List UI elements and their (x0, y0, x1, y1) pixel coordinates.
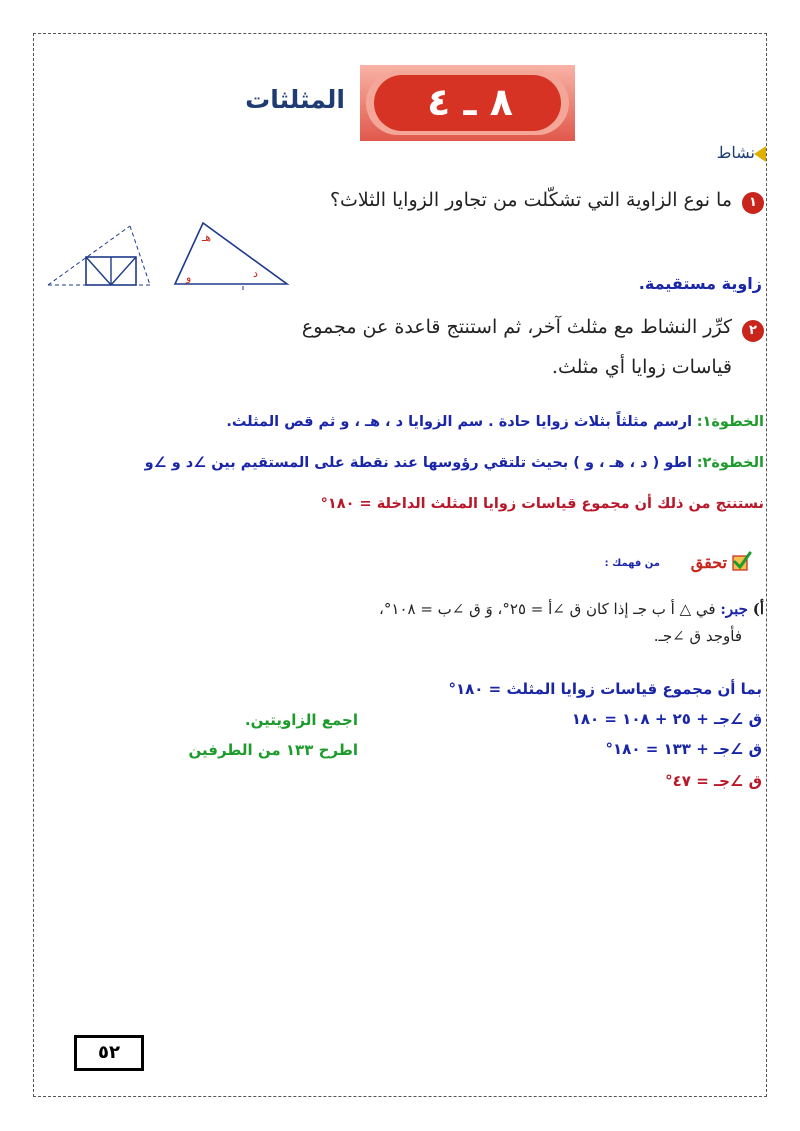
question-2-number: ٢ (742, 320, 764, 342)
question-2-line1: كرِّر النشاط مع مثلث آخر، ثم استنتج قاعدة عن مجموع (301, 316, 732, 338)
exercise-line2: فأوجد ق ∠جـ. (653, 627, 742, 645)
solution-line2: ق ∠جـ + ٢٥ + ١٠٨ = ١٨٠ (571, 710, 762, 728)
labeled-triangle (175, 223, 287, 290)
step-1-label: الخطوة١: (696, 414, 764, 430)
activity-arrow-icon (754, 146, 766, 162)
step-2-text: اطو ( د ، هـ ، و ) بحيث تلتقي رؤوسها عند نقطة على المستقيم بين ∠د و ∠و (144, 455, 693, 471)
question-1-number: ١ (742, 192, 764, 214)
exercise-keyword: جبر: (720, 600, 748, 618)
exercise-label: أ) (752, 600, 764, 618)
check-subtitle: من فهمك : (604, 558, 660, 569)
page-number: ٥٢ (74, 1035, 144, 1071)
step-1-text: ارسم مثلثاً بثلاث زوايا حادة . سم الزوايا د ، هـ ، و ثم قص المثلث. (226, 414, 693, 430)
question-1-answer: زاوية مستقيمة. (638, 274, 762, 293)
question-1-text: ما نوع الزاوية التي تشكّلت من تجاور الزوايا الثلاث؟ (329, 189, 732, 211)
question-2-line2: قياسات زوايا أي مثلث. (551, 356, 732, 378)
solution-line3: ق ∠جـ + ١٣٣ = ١٨٠° (605, 740, 762, 758)
check-title: تحقق (690, 553, 727, 572)
folded-triangle (48, 226, 150, 285)
solution-note-1: اجمع الزاويتين. (244, 711, 358, 729)
checkmark-icon (730, 550, 752, 572)
solution-result: ق ∠جـ = ٤٧° (665, 772, 762, 790)
exercise-text: في △ أ ب جـ إذا كان ق ∠أ = ٢٥°، وَ ق ∠ب = ١٠٨°، (379, 600, 716, 618)
solution-note-2: اطرح ١٣٣ من الطرفين (188, 741, 358, 759)
angle-label-w: و (186, 271, 192, 284)
step-2 (145, 455, 764, 471)
triangle-figure (45, 220, 295, 292)
step-1 (226, 414, 764, 430)
angle-label-d: د (253, 267, 258, 280)
angle-label-h: هـ (202, 231, 212, 244)
activity-label: نشاط (716, 143, 755, 162)
lesson-number: ٨ ـ ٤ (427, 80, 513, 124)
solution-line1: بما أن مجموع قياسات زوايا المثلث = ١٨٠° (448, 680, 762, 698)
conclusion: نستنتج من ذلك أن مجموع قياسات زوايا المثلث الداخلة = ١٨٠° (320, 496, 764, 512)
step-2-label: الخطوة٢: (696, 455, 764, 471)
exercise-line1 (379, 600, 764, 618)
page-title: المثلثات (245, 85, 345, 114)
